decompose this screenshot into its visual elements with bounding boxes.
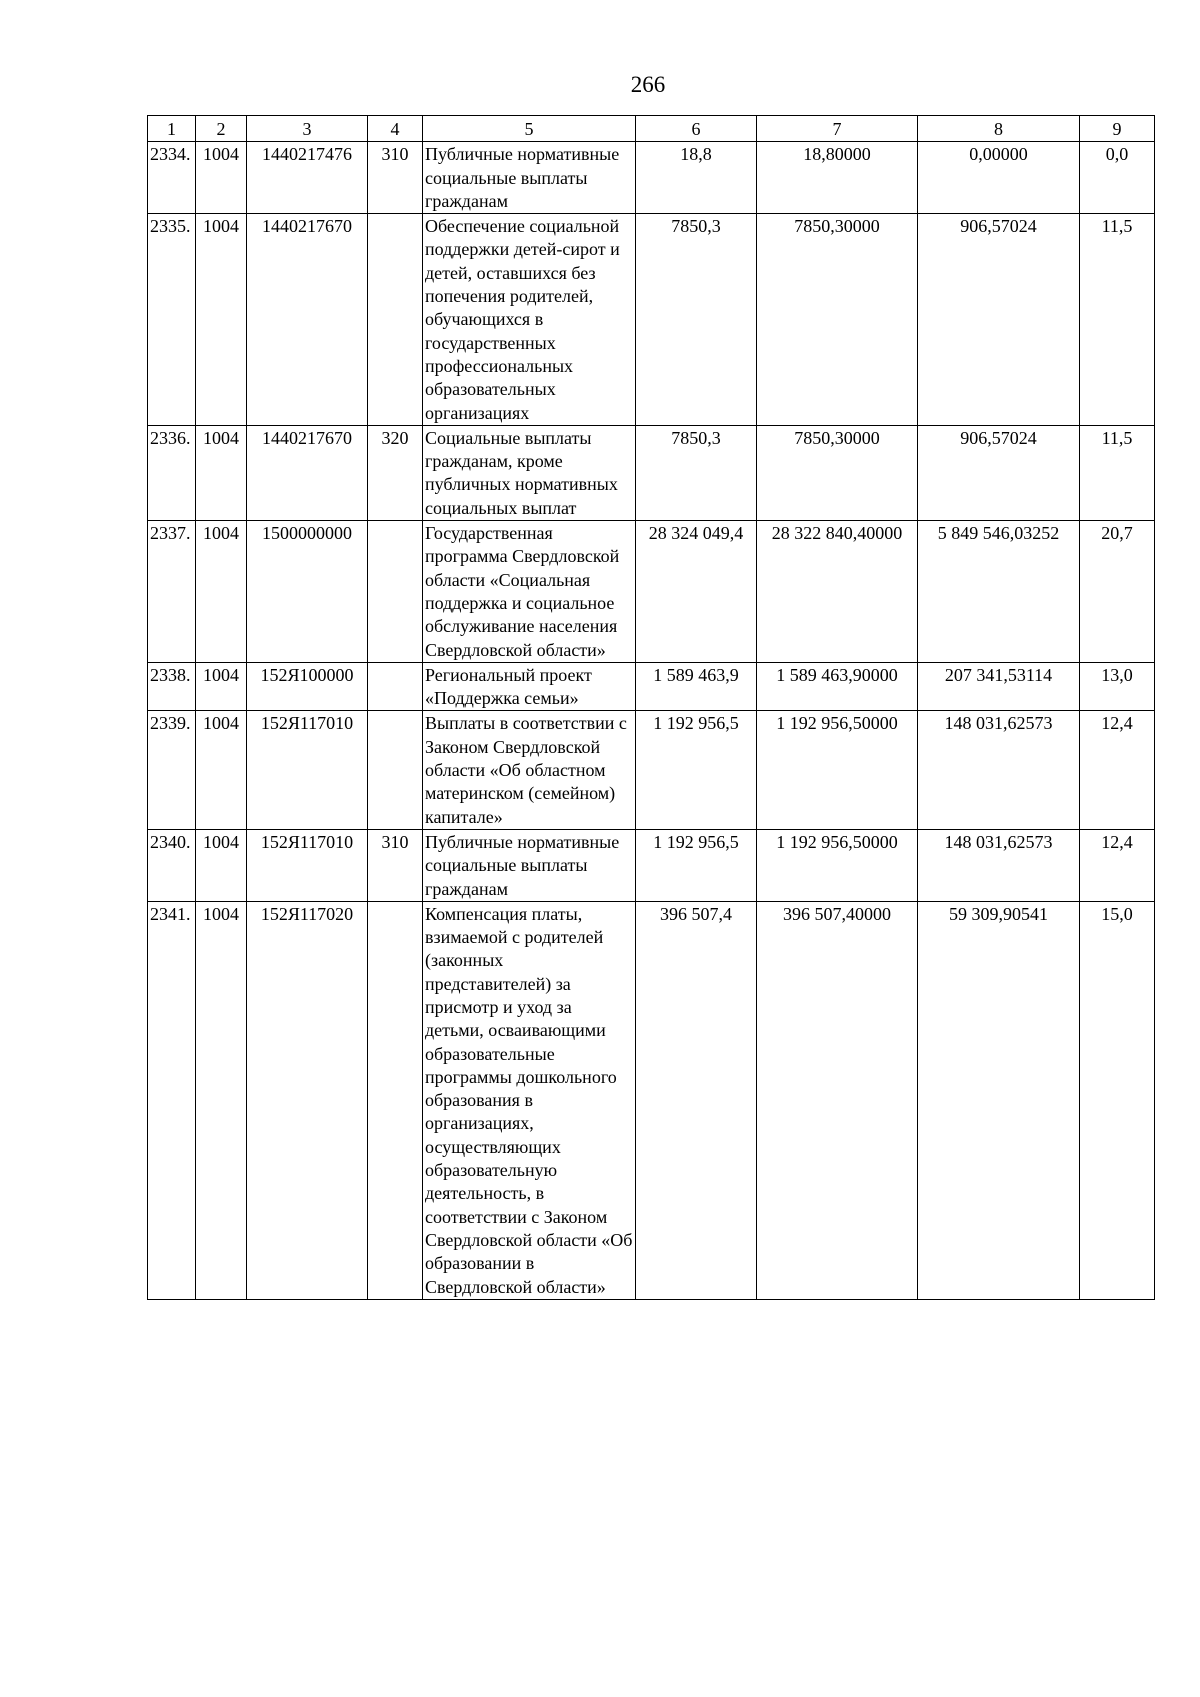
target-article-code: 1440217476 [247, 142, 368, 214]
table-row [148, 425, 1155, 520]
section-code: 1004 [196, 142, 247, 214]
percent-col9: 12,4 [1080, 829, 1155, 901]
section-code: 1004 [196, 711, 247, 829]
header-cell: 8 [918, 116, 1080, 142]
section-code: 1004 [196, 901, 247, 1299]
section-code: 1004 [196, 662, 247, 711]
value-col7: 18,80000 [757, 142, 918, 214]
value-col8: 0,00000 [918, 142, 1080, 214]
expense-type-code [368, 521, 423, 663]
item-name: Публичные нормативные социальные выплаты гражданам [423, 142, 636, 214]
value-col6: 1 589 463,9 [636, 662, 757, 711]
table-row [148, 142, 1155, 214]
target-article-code: 152Я117010 [247, 829, 368, 901]
value-col6: 7850,3 [636, 214, 757, 426]
percent-col9: 15,0 [1080, 901, 1155, 1299]
table-row [148, 662, 1155, 711]
header-cell: 2 [196, 116, 247, 142]
row-number: 2335. [148, 214, 196, 426]
row-number: 2340. [148, 829, 196, 901]
value-col7: 396 507,40000 [757, 901, 918, 1299]
expense-type-code: 310 [368, 829, 423, 901]
value-col6: 1 192 956,5 [636, 711, 757, 829]
value-col7: 1 192 956,50000 [757, 829, 918, 901]
value-col6: 18,8 [636, 142, 757, 214]
target-article-code: 1440217670 [247, 214, 368, 426]
value-col8: 59 309,90541 [918, 901, 1080, 1299]
section-code: 1004 [196, 521, 247, 663]
value-col8: 148 031,62573 [918, 829, 1080, 901]
percent-col9: 12,4 [1080, 711, 1155, 829]
item-name: Обеспечение социальной поддержки детей-сирот и детей, оставшихся без попечения родителей, обучающихся в государственных профессиональных образовательных организациях [423, 214, 636, 426]
header-cell: 6 [636, 116, 757, 142]
target-article-code: 152Я117010 [247, 711, 368, 829]
item-name: Выплаты в соответствии с Законом Свердловской области «Об областном материнском (семейном) капитале» [423, 711, 636, 829]
table-row [148, 711, 1155, 829]
header-cell: 5 [423, 116, 636, 142]
row-number: 2334. [148, 142, 196, 214]
value-col8: 207 341,53114 [918, 662, 1080, 711]
value-col6: 1 192 956,5 [636, 829, 757, 901]
expense-type-code [368, 901, 423, 1299]
section-code: 1004 [196, 829, 247, 901]
percent-col9: 13,0 [1080, 662, 1155, 711]
expense-type-code: 320 [368, 425, 423, 520]
value-col8: 148 031,62573 [918, 711, 1080, 829]
value-col8: 906,57024 [918, 425, 1080, 520]
table-row [148, 521, 1155, 663]
value-col7: 28 322 840,40000 [757, 521, 918, 663]
value-col8: 906,57024 [918, 214, 1080, 426]
table-row [148, 901, 1155, 1299]
header-cell: 1 [148, 116, 196, 142]
section-code: 1004 [196, 214, 247, 426]
header-row [148, 116, 1155, 142]
value-col8: 5 849 546,03252 [918, 521, 1080, 663]
row-number: 2336. [148, 425, 196, 520]
table-row [148, 829, 1155, 901]
table-row [148, 214, 1155, 426]
item-name: Компенсация платы, взимаемой с родителей (законных представителей) за присмотр и уход за детьми, осваивающими образовательные программы дошкольного образования в организациях, осуществляющих образовательную деятельность, в соответствии с Законом Свердловской области «Об образовании в Свердловской области» [423, 901, 636, 1299]
value-col6: 7850,3 [636, 425, 757, 520]
row-number: 2339. [148, 711, 196, 829]
header-cell: 4 [368, 116, 423, 142]
expense-type-code [368, 662, 423, 711]
value-col6: 28 324 049,4 [636, 521, 757, 663]
budget-table [147, 115, 1155, 1300]
page-number: 266 [630, 72, 666, 97]
expense-type-code: 310 [368, 142, 423, 214]
header-cell: 3 [247, 116, 368, 142]
section-code: 1004 [196, 425, 247, 520]
value-col7: 1 192 956,50000 [757, 711, 918, 829]
row-number: 2337. [148, 521, 196, 663]
item-name: Региональный проект «Поддержка семьи» [423, 662, 636, 711]
target-article-code: 152Я117020 [247, 901, 368, 1299]
value-col7: 7850,30000 [757, 214, 918, 426]
header-cell: 9 [1080, 116, 1155, 142]
value-col6: 396 507,4 [636, 901, 757, 1299]
item-name: Публичные нормативные социальные выплаты гражданам [423, 829, 636, 901]
row-number: 2338. [148, 662, 196, 711]
percent-col9: 11,5 [1080, 425, 1155, 520]
value-col7: 1 589 463,90000 [757, 662, 918, 711]
target-article-code: 1440217670 [247, 425, 368, 520]
value-col7: 7850,30000 [757, 425, 918, 520]
percent-col9: 0,0 [1080, 142, 1155, 214]
item-name: Государственная программа Свердловской области «Социальная поддержка и социальное обслуживание населения Свердловской области» [423, 521, 636, 663]
expense-type-code [368, 214, 423, 426]
percent-col9: 20,7 [1080, 521, 1155, 663]
row-number: 2341. [148, 901, 196, 1299]
expense-type-code [368, 711, 423, 829]
item-name: Социальные выплаты гражданам, кроме публичных нормативных социальных выплат [423, 425, 636, 520]
header-cell: 7 [757, 116, 918, 142]
target-article-code: 1500000000 [247, 521, 368, 663]
target-article-code: 152Я100000 [247, 662, 368, 711]
percent-col9: 11,5 [1080, 214, 1155, 426]
